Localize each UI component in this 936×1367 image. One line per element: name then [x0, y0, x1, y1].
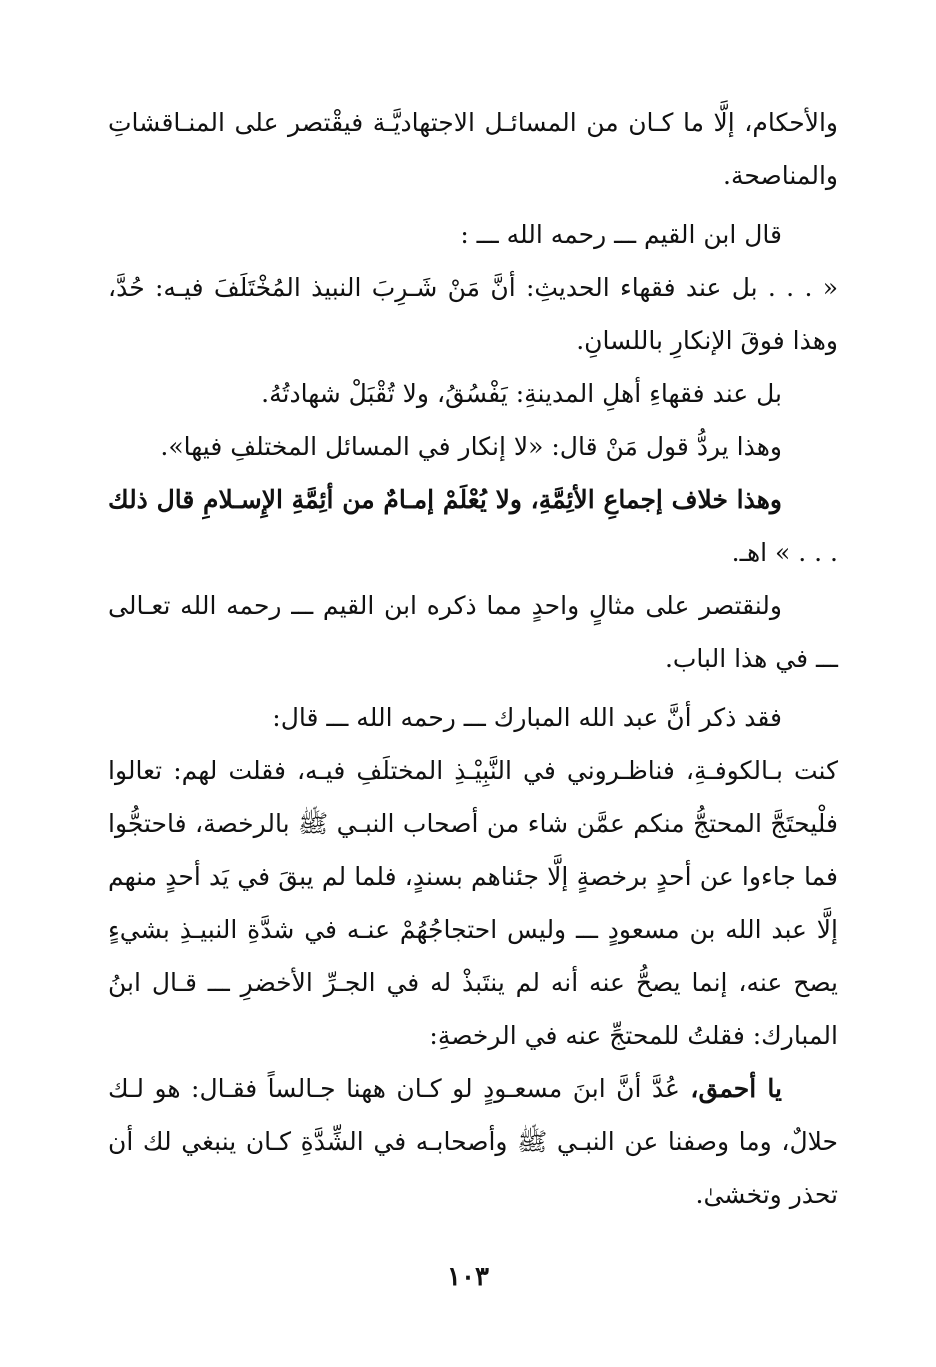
- paragraph-8: فقد ذكر أنَّ عبد الله المبارك ـــ رحمه الله ـــ قال:: [272, 703, 782, 732]
- paragraph-6-bold: وهذا خلاف إجماعِ الأئِمَّةِ، ولا يُعْلَمْ إمـامٌ من أئِمَّةِ الإِسـلامِ قال ذلك: [108, 485, 782, 514]
- paragraph-5: وهذا يردُّ قول مَنْ قال: «لا إنكار في المسائل المختلفِ فيها».: [160, 432, 782, 461]
- paragraph-3: « . . . بل عند فقهاء الحديثِ: أنَّ مَنْ شَـرِبَ النبيذ المُخْتَلَفَ فيـه: حُدَّ، وهذا فوقَ الإنكارِ باللسانِ.: [108, 273, 838, 355]
- body-text: [108, 96, 838, 1221]
- paragraph-1: والأحكام، إلَّا ما كـان من المسائـل الاجتهاديَّـة فيقْتصر على المنـاقشاتِ والمناصحة.: [108, 108, 838, 190]
- paragraph-2: قال ابن القيم ـــ رحمه الله ـــ :: [460, 220, 782, 249]
- paragraph-4: بل عند فقهاءِ أهلِ المدينةِ: يَفْسُقُ، ولا تُقْبَلْ شهادتُهُ.: [261, 379, 782, 408]
- paragraph-10-rest: عُدَّ أنَّ ابنَ مسعـودٍ لو كـان ههنا جـالساً فقـال: هو لـك حلالٌ، وما وصفنا عن النبـي ﷺ وأصحابـه في الشِّدَّةِ كـان ينبغي لك أن تحذر وتخشىٰ.: [108, 1074, 838, 1209]
- paragraph-6-rest: . . . » اهـ.: [731, 538, 838, 567]
- page-number: ١٠٣: [447, 1262, 489, 1292]
- paragraph-7: ولنقتصر على مثالٍ واحدٍ مما ذكره ابن القيم ـــ رحمه الله تعـالى ـــ في هذا الباب.: [108, 591, 838, 673]
- paragraph-6: [108, 473, 838, 579]
- paragraph-10: [108, 1062, 838, 1221]
- paragraph-9: كنت بـالكوفـةِ، فناظـروني في النَّبِيْـذِ المختلَفِ فيـه، فقلت لهم: تعالوا فلْيحتَجَّ المحتجُّ منكم عمَّن شاء من أصحاب النبـي ﷺ بالرخصة، فاحتجُّوا فما جاءوا عن أحدٍ برخصةٍ إلَّا جئناهم بسندٍ، فلما لم يبقَ في يَد أحدٍ منهم إلَّا عبد الله بن مسعودٍ ـــ وليس احتجاجُهُمْ عنـه في شدَّةِ النبيـذِ بشيءٍ يصح عنه، إنما يصحُّ عنه أنه لم ينتَبذْ له في الجـرِّ الأخضرِ ـــ قـال ابنُ المبارك: فقلتُ للمحتجِّ عنه في الرخصةِ:: [108, 756, 838, 1050]
- paragraph-10-bold: يا أحمق،: [690, 1074, 782, 1103]
